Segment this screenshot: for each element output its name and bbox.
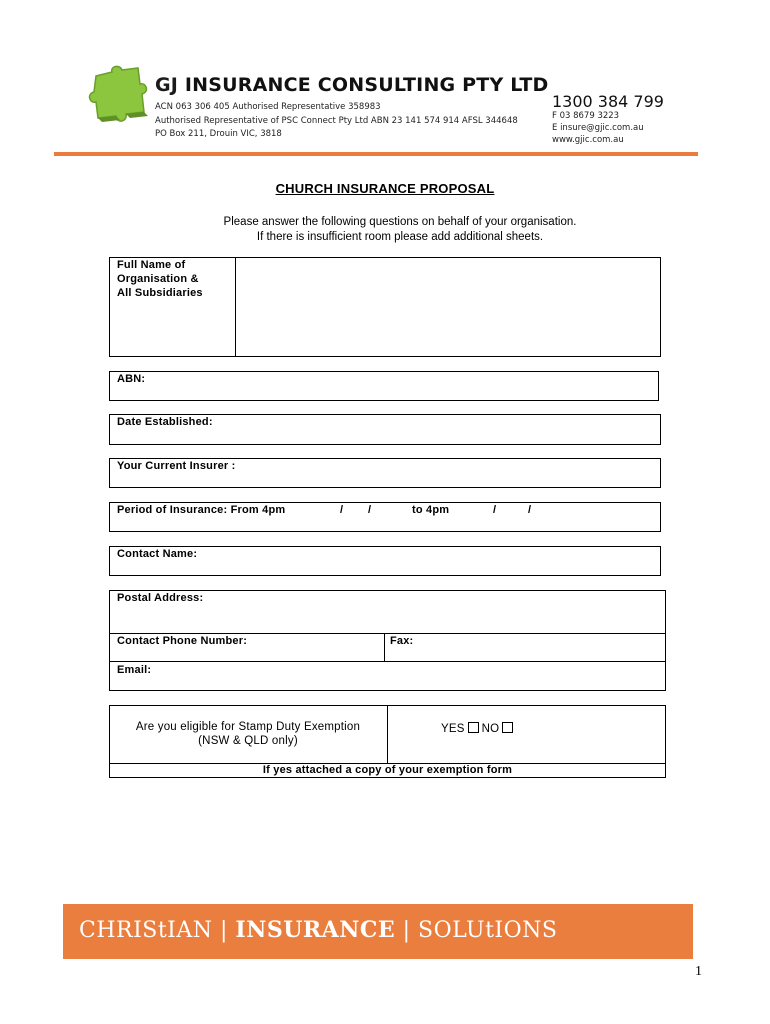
fax-label: Fax: (390, 635, 414, 647)
email-label: Email: (117, 664, 152, 676)
full-name-label-1: Full Name of (117, 259, 186, 271)
full-name-label-2: Organisation & (117, 273, 199, 285)
company-name: GJ INSURANCE CONSULTING PTY LTD (155, 74, 549, 96)
stamp-duty-divider (387, 705, 388, 763)
abn-label: ABN: (117, 373, 146, 385)
form-title: CHURCH INSURANCE PROPOSAL (275, 181, 495, 196)
fax-field[interactable] (420, 634, 665, 660)
period-to-slash-2: / (528, 504, 532, 516)
acn-line: ACN 063 306 405 Authorised Representative 358983 (155, 102, 381, 112)
po-box-line: PO Box 211, Drouin VIC, 3818 (155, 129, 282, 139)
no-checkbox[interactable] (502, 722, 513, 733)
contact-phone-field[interactable] (266, 634, 383, 660)
header-divider (54, 152, 698, 156)
stamp-duty-question-1: Are you eligible for Stamp Duty Exemption (135, 721, 361, 733)
banner-text: CHRIStIAN | INSURANCE | SOLUtIONS (79, 917, 558, 943)
postal-address-field[interactable] (110, 606, 665, 632)
company-email: E insure@gjic.com.au (552, 123, 644, 133)
period-label: Period of Insurance: From 4pm (117, 504, 286, 516)
contact-name-label: Contact Name: (117, 548, 198, 560)
full-name-label-3: All Subsidiaries (117, 287, 203, 299)
date-established-label: Date Established: (117, 416, 213, 428)
phone-fax-divider (384, 633, 385, 662)
no-label: NO (481, 723, 500, 735)
yes-label: YES (441, 723, 465, 735)
period-to-label: to 4pm (412, 504, 450, 516)
yes-no-group (441, 722, 516, 735)
abn-field[interactable] (109, 371, 659, 401)
yes-checkbox[interactable] (468, 722, 479, 733)
company-website: www.gjic.com.au (552, 135, 624, 145)
period-from-slash-2: / (368, 504, 372, 516)
company-phone: 1300 384 799 (552, 92, 664, 111)
stamp-duty-question-2: (NSW & QLD only) (198, 735, 298, 747)
puzzle-piece-icon (82, 62, 152, 132)
postal-address-label: Postal Address: (117, 592, 204, 604)
contact-phone-label: Contact Phone Number: (117, 635, 248, 647)
afsl-line: Authorised Representative of PSC Connect Pty Ltd ABN 23 141 574 914 AFSL 344648 (155, 116, 518, 126)
christian-insurance-solutions-banner (63, 904, 693, 959)
full-name-divider (235, 257, 236, 357)
page-number: 1 (695, 964, 702, 979)
period-from-slash-1: / (340, 504, 344, 516)
instruction-line-1: Please answer the following questions on behalf of your organisation. (223, 216, 577, 228)
full-name-field[interactable] (237, 259, 659, 355)
current-insurer-label: Your Current Insurer : (117, 460, 236, 472)
email-field[interactable] (160, 662, 665, 690)
exemption-note: If yes attached a copy of your exemption form (262, 764, 513, 776)
instruction-line-2: If there is insufficient room please add additional sheets. (256, 231, 544, 243)
company-fax: F 03 8679 3223 (552, 111, 620, 121)
period-to-slash-1: / (493, 504, 497, 516)
